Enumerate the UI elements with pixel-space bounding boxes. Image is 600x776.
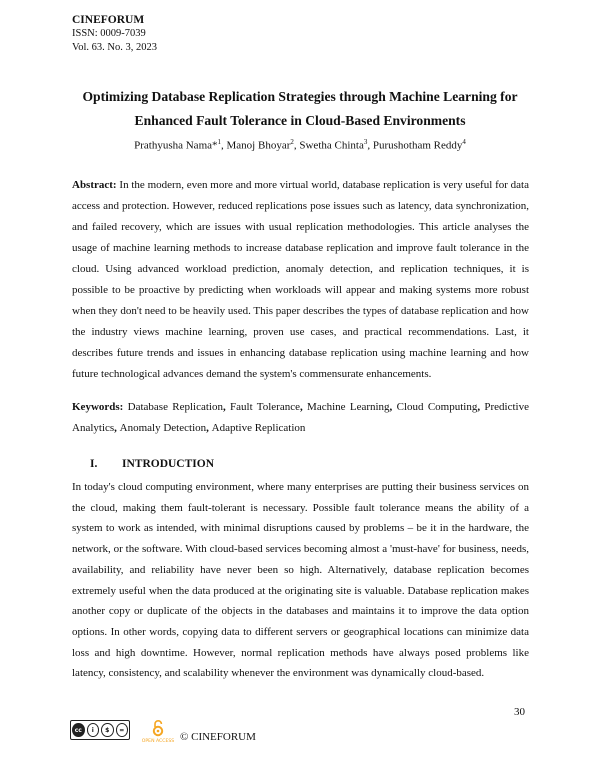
author-name: Manoj Bhoyar [226,139,291,152]
nc-icon: $ [101,723,114,737]
nd-icon: = [116,723,129,737]
journal-issn: ISSN: 0009-7039 [72,28,146,39]
introduction-body: In today's cloud computing environment, where many enterprises are putting their business services on the cloud, making them fault-tolerant is necessary. Possible fault tolerance means the ability of a system to work as intended, with minimal disruptions caused by problems – be it in the hardware, the network, or the software. With cloud-based services becoming almost a 'must-have' for business, needs, availability, and reliability have never been so high. Alternatively, database replication becomes extremely useful when the data produced at the originating site is valuable. Database replication makes another copy or duplicate of the objects in the databases and maintains it to improve the data option options. In other words, copying data to different servers or geographical locations can minimize data loss and high downtime. However, normal replication methods have always posed problems like latency, consistency, and scalability whenever the environment was dynamically cloud-based. [72,481,529,680]
section-title: INTRODUCTION [122,458,215,470]
author-affiliation: 3 [363,138,368,146]
keyword: Database Replication [127,401,223,413]
author-name: Purushotham Reddy [372,139,463,152]
author-list: Prathyusha Nama*$^1$, Manoj Bhoyar$^2$, Swetha Chinta$^3$, Purushotham Reddy$^4$ [134,138,466,152]
author-affiliation: 2 [290,138,294,146]
keywords-label: Keywords: [72,401,124,413]
title-line-2: Enhanced Fault Tolerance in Cloud-Based Environments [134,113,466,128]
keyword: Cloud Computing [396,401,478,413]
copyright-notice: © CINEFORUM [180,731,256,743]
author-name: Prathyusha Nama* [134,139,218,152]
abstract-label: Abstract: [72,179,117,191]
journal-header [72,13,157,55]
open-access-icon [136,718,180,744]
author-affiliation: 1 [217,138,222,146]
keywords: Keywords: Database Replication, Fault Tolerance, Machine Learning, Cloud Computing, Predictive Analytics, Anomaly Detection, Adaptive Replication [72,401,529,434]
by-icon: i [87,723,100,737]
journal-name: CINEFORUM [72,14,145,26]
section-number: I. [90,458,98,470]
keyword: Fault Tolerance [230,401,300,413]
title-line-1: Optimizing Database Replication Strategies through Machine Learning for [82,89,518,104]
open-access-label: OPEN ACCESS [141,739,175,744]
page-number: 30 [514,706,525,718]
paper-title [60,85,540,133]
author-name: Swetha Chinta [299,139,364,152]
keyword: Adaptive Replication [211,422,306,434]
footer [70,718,370,748]
keyword: Machine Learning [307,401,390,413]
section-heading [90,458,214,470]
abstract-text: In the modern, even more and more virtual world, database replication is very useful for data access and protection. However, reduced replications pose issues such as latency, data synchronization, and failed recovery, which are issues with usual replication methodologies. This article analyses the usage of machine learning methods to increase database replication and improve fault tolerance in the cloud. Using advanced workload prediction, anomaly detection, and replication techniques, it is possible to be proactive by predicting when workloads will appear and making systems more robust when they don't need to be heavily used. This paper describes the types of database replication and how the industry views machine learning, proven use cases, and practical recommendations. Last, it describes future trends and issues in enhancing database replication using machine learning and how future technological advances demand the system's commensurate enhancements. [72,179,529,380]
creative-commons-license-icon [70,720,130,740]
keyword: Predictive Analytics [72,401,529,434]
author-affiliation: 4 [462,138,466,146]
keyword: Anomaly Detection [119,422,207,434]
cc-icon: cc [72,723,85,737]
journal-volume: Vol. 63. No. 3, 2023 [72,42,157,53]
abstract [72,175,529,385]
